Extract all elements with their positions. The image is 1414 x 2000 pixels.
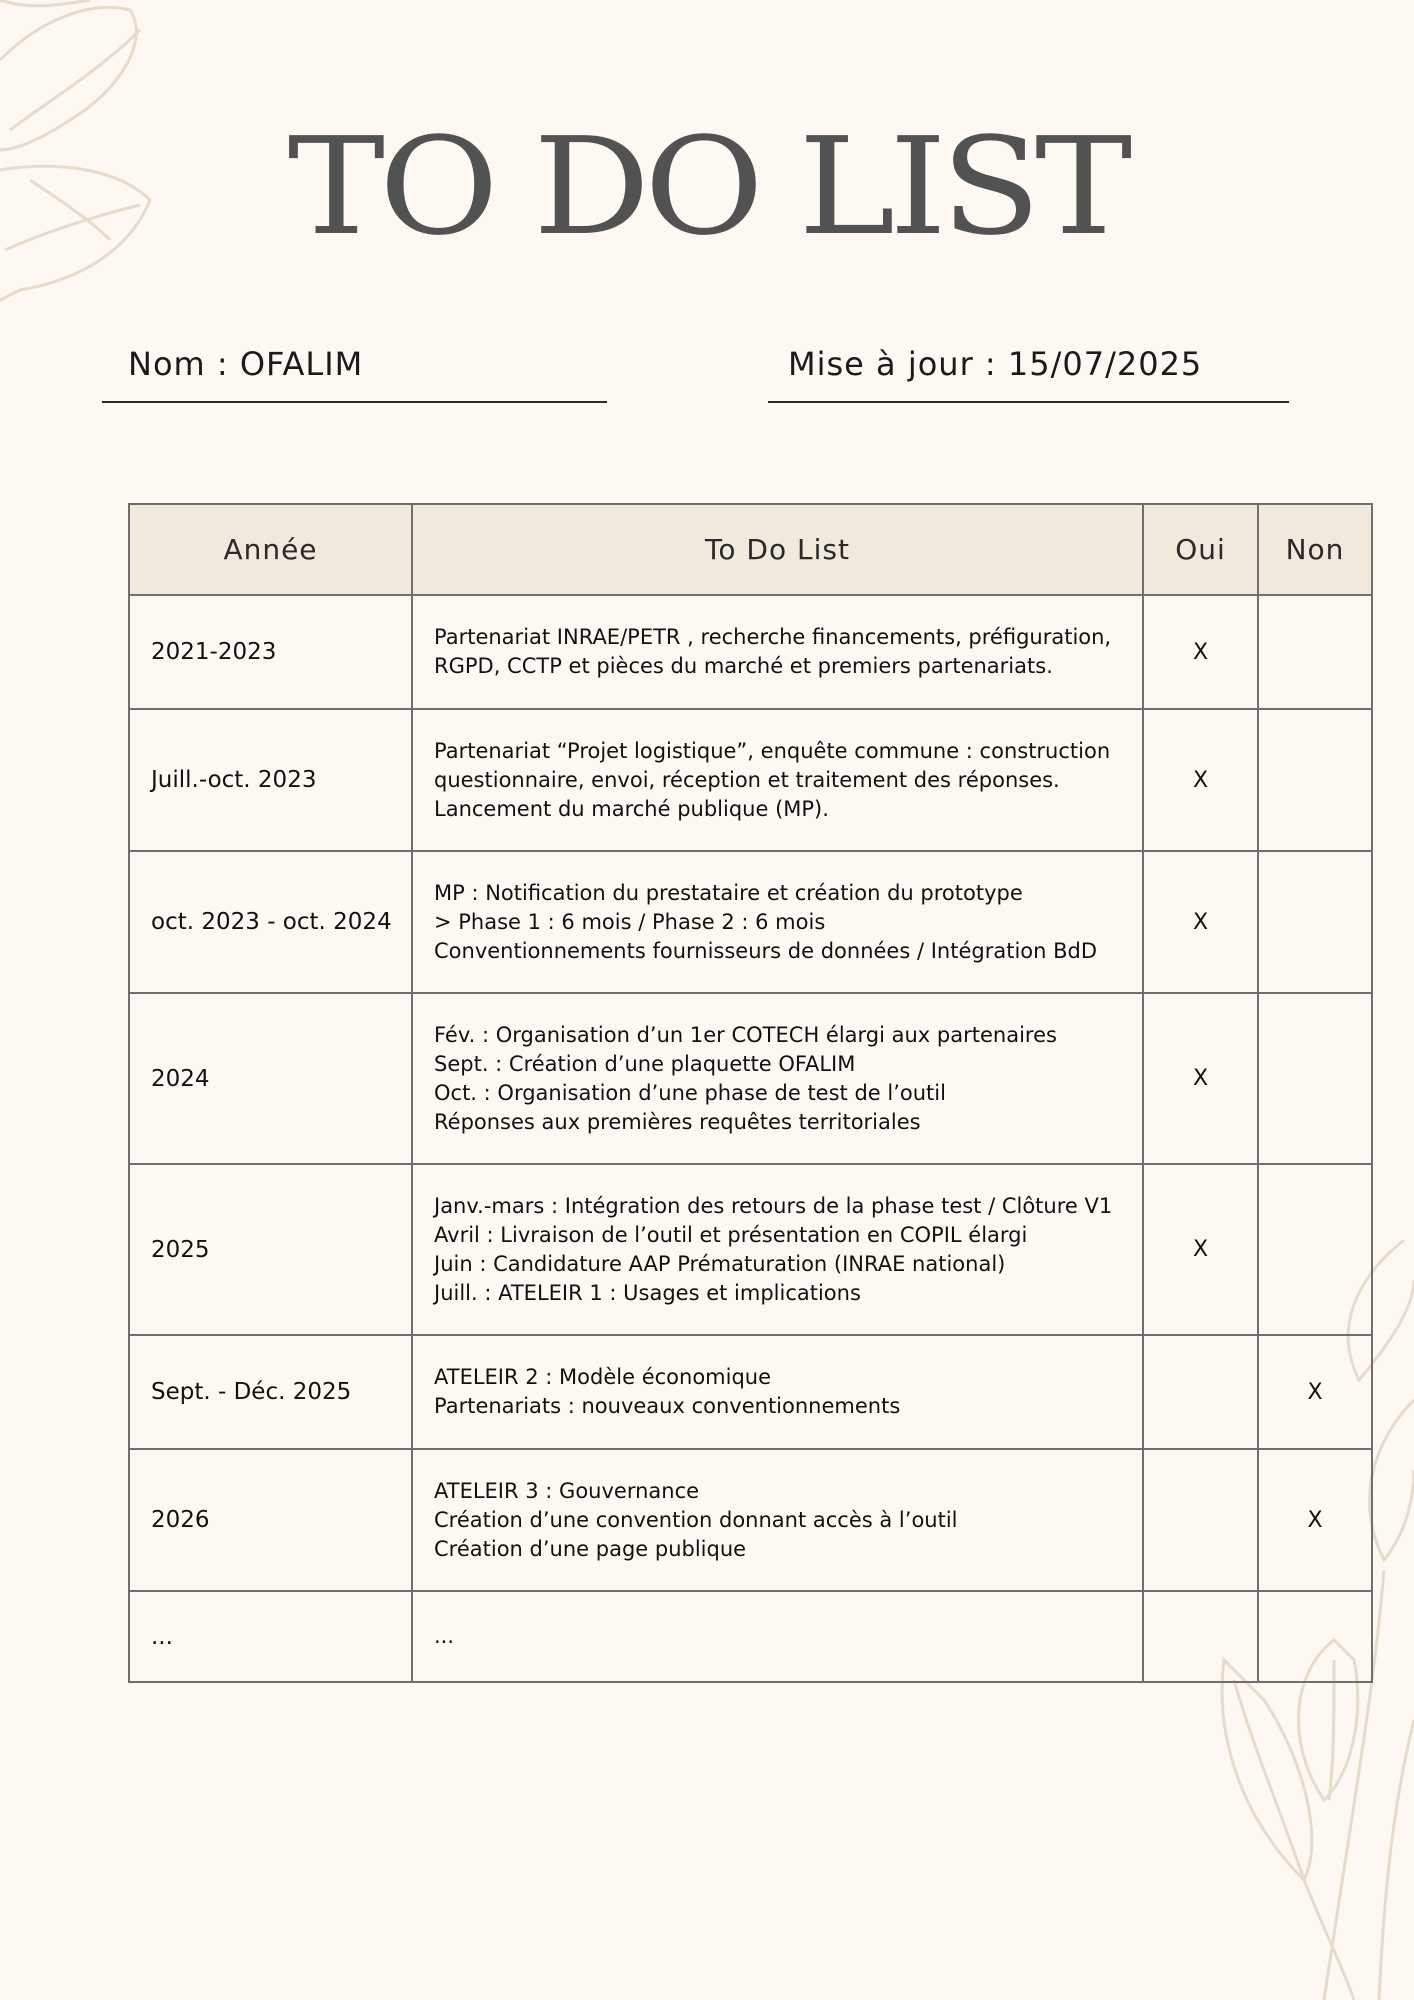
task-line: RGPD, CCTP et pièces du marché et premiers partenariats. <box>434 654 1053 678</box>
task-line: Conventionnements fournisseurs de données / Intégration BdD <box>434 938 1098 963</box>
row-year: ... <box>129 1591 412 1682</box>
row-yes-mark <box>1143 1591 1258 1682</box>
task-line: Fév. : Organisation d’un 1er COTECH élargi aux partenaires <box>434 1022 1057 1047</box>
task-line: Partenariats : nouveaux conventionnements <box>434 1394 901 1418</box>
table-row <box>129 1164 1372 1335</box>
row-yes-mark: X <box>1143 1164 1258 1335</box>
name-separator: : <box>205 345 240 383</box>
row-yes-mark: X <box>1143 709 1258 851</box>
row-tasks <box>412 595 1143 709</box>
row-no-mark <box>1258 709 1372 851</box>
row-no-mark <box>1258 851 1372 993</box>
row-year: Sept. - Déc. 2025 <box>129 1335 412 1449</box>
task-line: MP : Notification du prestataire et création du prototype <box>434 880 1023 905</box>
update-label: Mise à jour <box>788 345 974 383</box>
task-line: Partenariat “Projet logistique”, enquête commune : construction <box>434 738 1111 763</box>
task-line: questionnaire, envoi, réception et traitement des réponses. <box>434 767 1060 792</box>
todo-table <box>128 503 1373 1683</box>
row-tasks <box>412 1164 1143 1335</box>
task-line: Partenariat INRAE/PETR , recherche financements, préfiguration, <box>434 625 1112 649</box>
row-yes-mark <box>1143 1449 1258 1591</box>
table-row <box>129 1591 1372 1682</box>
header-no: Non <box>1258 504 1372 595</box>
row-year: Juill.-oct. 2023 <box>129 709 412 851</box>
task-line: Janv.-mars : Intégration des retours de la phase test / Clôture V1 <box>434 1193 1113 1218</box>
header-yes: Oui <box>1143 504 1258 595</box>
table-row <box>129 1335 1372 1449</box>
table-row <box>129 993 1372 1164</box>
row-yes-mark: X <box>1143 993 1258 1164</box>
row-no-mark <box>1258 595 1372 709</box>
name-value: OFALIM <box>239 345 364 383</box>
row-tasks <box>412 851 1143 993</box>
row-no-mark: X <box>1258 1335 1372 1449</box>
task-line: ATELEIR 2 : Modèle économique <box>434 1365 772 1389</box>
row-no-mark <box>1258 993 1372 1164</box>
task-line: Juill. : ATELEIR 1 : Usages et implications <box>434 1280 861 1305</box>
row-year: 2026 <box>129 1449 412 1591</box>
task-line: ... <box>434 1624 455 1648</box>
header-todo: To Do List <box>412 504 1143 595</box>
row-year: oct. 2023 - oct. 2024 <box>129 851 412 993</box>
update-date-field <box>768 345 1289 403</box>
task-line: Avril : Livraison de l’outil et présentation en COPIL élargi <box>434 1222 1028 1247</box>
row-tasks <box>412 709 1143 851</box>
row-year: 2024 <box>129 993 412 1164</box>
task-line: Sept. : Création d’une plaquette OFALIM <box>434 1051 856 1076</box>
name-field <box>102 345 607 403</box>
row-tasks <box>412 1591 1143 1682</box>
row-tasks <box>412 1335 1143 1449</box>
table-row <box>129 595 1372 709</box>
update-separator: : <box>973 345 1008 383</box>
row-yes-mark <box>1143 1335 1258 1449</box>
task-line: Lancement du marché publique (MP). <box>434 796 829 821</box>
table-row <box>129 1449 1372 1591</box>
row-no-mark: X <box>1258 1449 1372 1591</box>
row-no-mark <box>1258 1591 1372 1682</box>
name-label: Nom <box>128 345 206 383</box>
row-yes-mark: X <box>1143 851 1258 993</box>
row-tasks <box>412 1449 1143 1591</box>
task-line: Réponses aux premières requêtes territoriales <box>434 1109 921 1134</box>
table-row <box>129 709 1372 851</box>
task-line: Création d’une convention donnant accès à l’outil <box>434 1507 958 1532</box>
row-tasks <box>412 993 1143 1164</box>
row-no-mark <box>1258 1164 1372 1335</box>
page-title: TO DO LIST <box>287 108 1127 266</box>
update-date-value: 15/07/2025 <box>1007 345 1203 383</box>
header-year: Année <box>129 504 412 595</box>
row-year: 2021-2023 <box>129 595 412 709</box>
task-line: Juin : Candidature AAP Prématuration (INRAE national) <box>434 1251 1006 1276</box>
row-yes-mark: X <box>1143 595 1258 709</box>
task-line: > Phase 1 : 6 mois / Phase 2 : 6 mois <box>434 909 826 934</box>
task-line: ATELEIR 3 : Gouvernance <box>434 1478 700 1503</box>
task-line: Oct. : Organisation d’une phase de test de l’outil <box>434 1080 946 1105</box>
table-row <box>129 851 1372 993</box>
row-year: 2025 <box>129 1164 412 1335</box>
task-line: Création d’une page publique <box>434 1536 747 1561</box>
table-header-row <box>129 504 1372 595</box>
